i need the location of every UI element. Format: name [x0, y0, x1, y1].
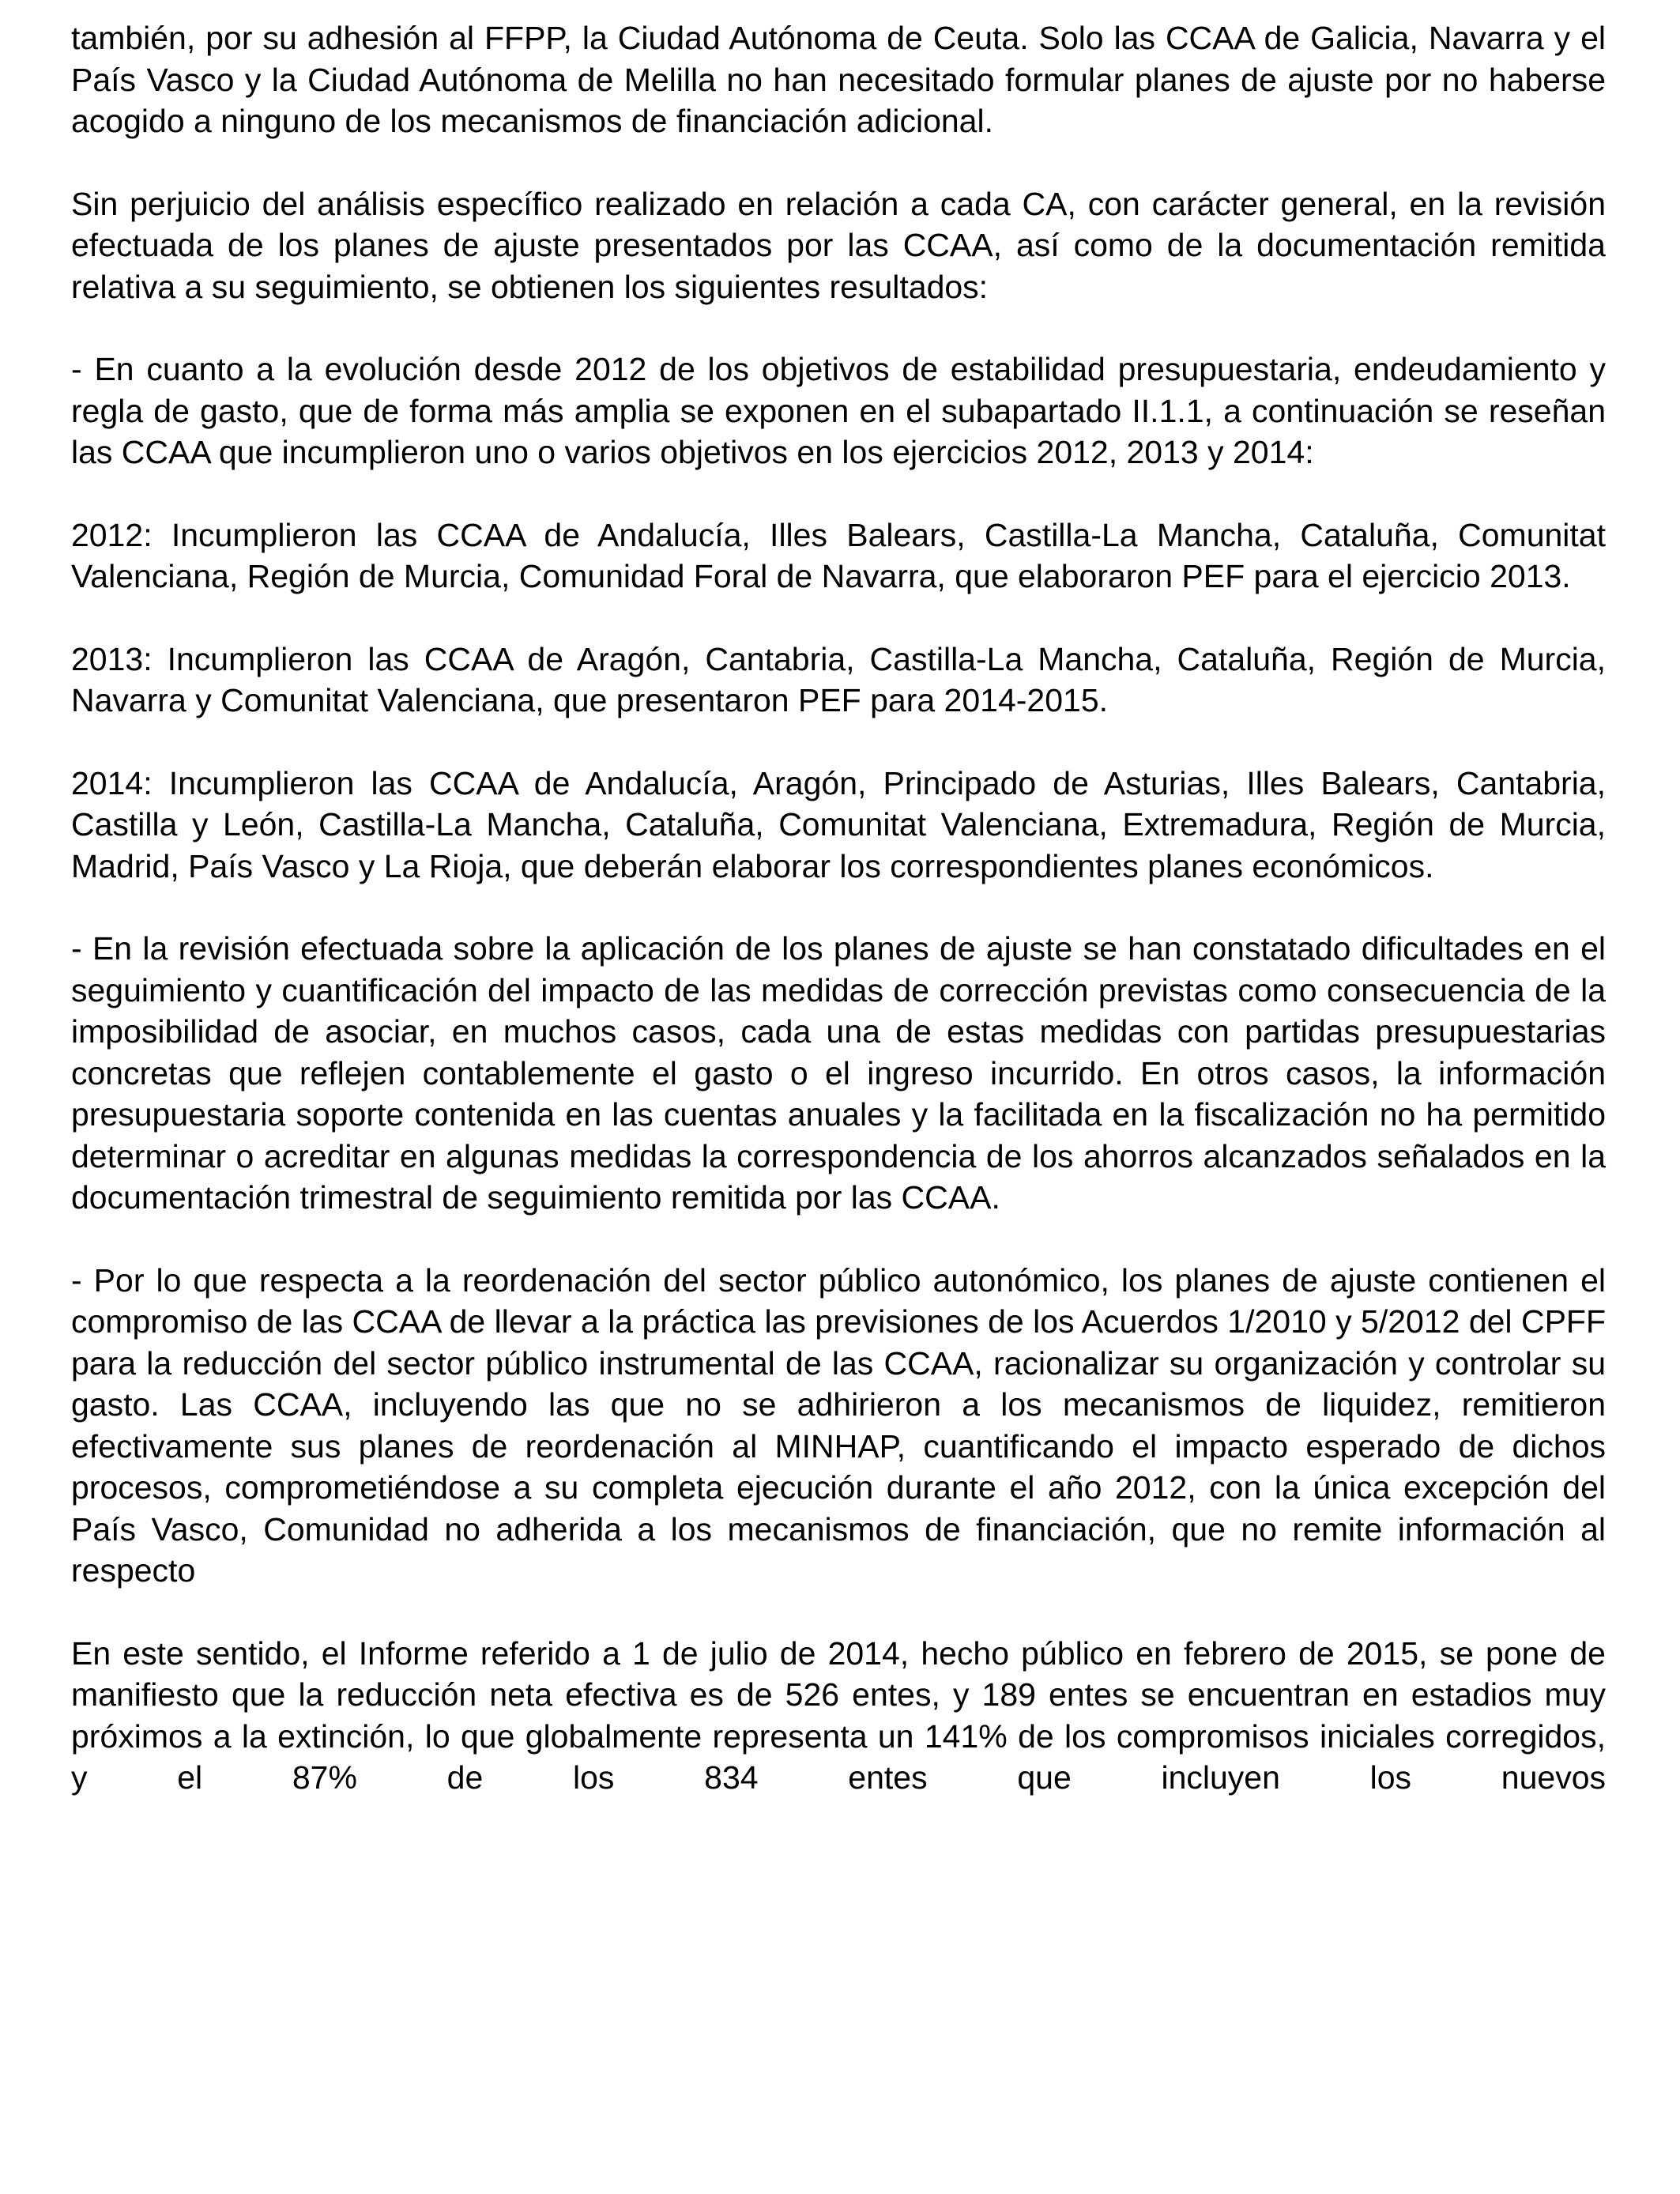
paragraph-analisis-general: Sin perjuicio del análisis específico realizado en relación a cada CA, con carácter general, en la revisión efectuada de los planes de ajuste presentados por las CCAA, así como de la documentación remitida relativa a su seguimiento, se obtienen los siguientes resultados:	[71, 185, 1606, 305]
paragraph-informe-julio-2014: En este sentido, el Informe referido a 1 de julio de 2014, hecho público en febrero de 2015, se pone de manifiesto que la reducción neta efectiva es de 526 entes, y 189 entes se encuentran en estadios muy próximos a la extinción, lo que globalmente representa un 141% de los compromisos iniciales corregidos, y el 87% de los 834 entes que incluyen los nuevos	[71, 1634, 1606, 1796]
paragraph-incumplimiento-2012: 2012: Incumplieron las CCAA de Andalucía, Illes Balears, Castilla-La Mancha, Cataluña, Comunitat Valenciana, Región de Murcia, Comunidad Foral de Navarra, que elaboraron PEF para el ejercicio 2013.	[71, 516, 1606, 594]
document-page	[71, 17, 1606, 1799]
paragraph-evolucion-objetivos: - En cuanto a la evolución desde 2012 de los objetivos de estabilidad presupuestaria, endeudamiento y regla de gasto, que de forma más amplia se exponen en el subapartado II.1.1, a continuación se reseñan las CCAA que incumplieron uno o varios objetivos en los ejercicios 2012, 2013 y 2014:	[71, 351, 1606, 470]
paragraph-revision-planes: - En la revisión efectuada sobre la aplicación de los planes de ajuste se han constatado dificultades en el seguimiento y cuantificación del impacto de las medidas de corrección previstas como consecuencia de la imposibilidad de asociar, en muchos casos, cada una de estas medidas con partidas presupuestarias concretas que reflejen contablemente el gasto o el ingreso incurrido. En otros casos, la información presupuestaria soporte contenida en las cuentas anuales y la facilitada en la fiscalización no ha permitido determinar o acreditar en algunas medidas la correspondencia de los ahorros alcanzados señalados en la documentación trimestral de seguimiento remitida por las CCAA.	[71, 930, 1606, 1216]
paragraph-reordenacion-sector: - Por lo que respecta a la reordenación del sector público autonómico, los planes de ajuste contienen el compromiso de las CCAA de llevar a la práctica las previsiones de los Acuerdos 1/2010 y 5/2012 del CPFF para la reducción del sector público instrumental de las CCAA, racionalizar su organización y controlar su gasto. Las CCAA, incluyendo las que no se adhirieron a los mecanismos de liquidez, remitieron efectivamente sus planes de reordenación al MINHAP, cuantificando el impacto esperado de dichos procesos, comprometiéndose a su completa ejecución durante el año 2012, con la única excepción del País Vasco, Comunidad no adherida a los mecanismos de financiación, que no remite información al respecto	[71, 1261, 1606, 1589]
paragraph-incumplimiento-2014: 2014: Incumplieron las CCAA de Andalucía, Aragón, Principado de Asturias, Illes Balears, Cantabria, Castilla y León, Castilla-La Mancha, Cataluña, Comunitat Valenciana, Extremadura, Región de Murcia, Madrid, País Vasco y La Rioja, que deberán elaborar los correspondientes planes económicos.	[71, 764, 1606, 884]
paragraph-incumplimiento-2013: 2013: Incumplieron las CCAA de Aragón, Cantabria, Castilla-La Mancha, Cataluña, Región de Murcia, Navarra y Comunitat Valenciana, que presentaron PEF para 2014-2015.	[71, 640, 1606, 718]
paragraph-adhesion-ffpp: también, por su adhesión al FFPP, la Ciudad Autónoma de Ceuta. Solo las CCAA de Galicia, Navarra y el País Vasco y la Ciudad Autónoma de Melilla no han necesitado formular planes de ajuste por no haberse acogido a ninguno de los mecanismos de financiación adicional.	[71, 20, 1606, 139]
